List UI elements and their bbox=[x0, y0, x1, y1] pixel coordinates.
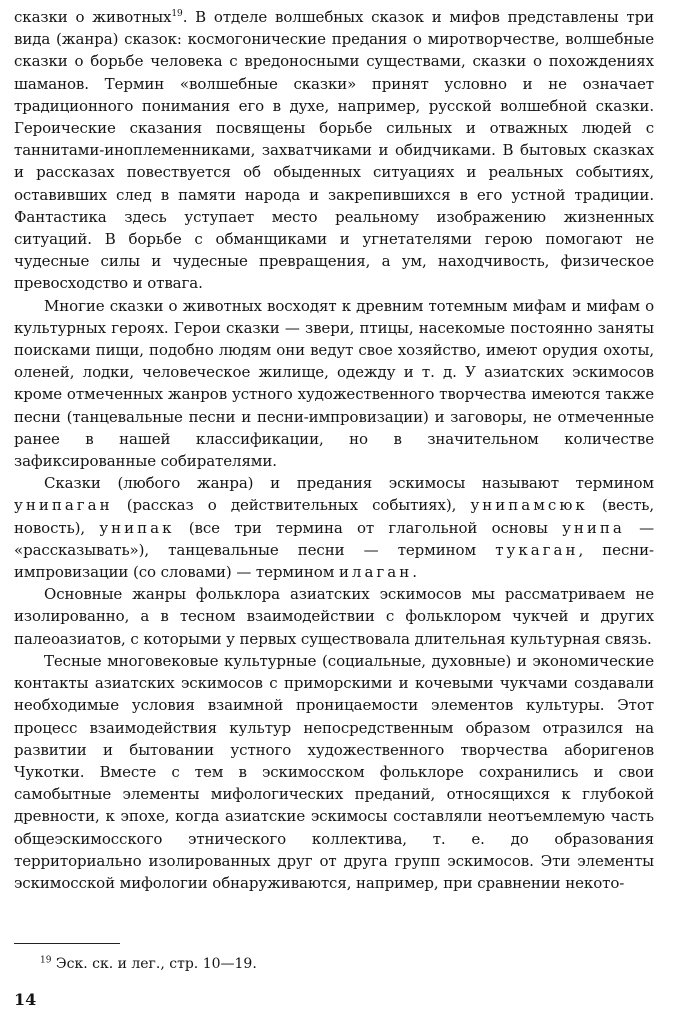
term: илаган bbox=[338, 563, 413, 582]
paragraph bbox=[14, 472, 654, 583]
term: унипаган bbox=[14, 496, 113, 515]
term: тукаган bbox=[495, 540, 579, 559]
text-run: — «рассказывать»), танцевальные песни — термином bbox=[14, 518, 655, 559]
footnote-ref: 19 bbox=[171, 9, 183, 19]
text-run: сказки о животных bbox=[14, 8, 172, 26]
paragraph bbox=[14, 650, 654, 894]
text-run: Сказки (любого жанра) и предания эскимосы называют термином bbox=[44, 474, 654, 493]
paragraph bbox=[14, 583, 654, 650]
text-run: (все три термина от глагольной основы bbox=[174, 518, 563, 537]
text-run: (весть, новость), bbox=[14, 496, 655, 537]
text-run: Основные жанры фольклора азиатских эскимосов мы рассматриваем не изолированно, а в тесном взаимодействии с фольклором чукчей и других палеоазиатов, с которыми у первых существовала длительная культурная связь. bbox=[14, 585, 654, 648]
text-run: . В отделе волшебных сказок и мифов представлены три вида (жанра) сказок: космогонические предания о миротворчестве, волшебные сказки о борьбе человека с вредоносными существами, сказки о похождениях шаманов. Термин «волшебные сказки» принят условно и не означает традиционного понимания его в духе, например, русской волшебной сказки. Героические сказания посвящены борьбе сильных и отважных людей с таннитами-иноплеменниками, захватчиками и обидчиками. В бытовых сказках и рассказах повествуется об обыденных ситуациях и реальных событиях, оставивших след в памяти народа и закрепившихся в его устной традиции. Фантастика здесь уступает место реальному изображению жизненных ситуаций. В борьбе с обманщиками и угнетателями герою помогают не чудесные силы и чудесные превращения, а ум, находчивость, физическое превосходство и отвага. bbox=[14, 8, 654, 293]
text-run: Многие сказки о животных восходят к древним тотемным мифам и мифам о культурных героях. Герои сказки — звери, птицы, насекомые постоянно заняты поисками пищи, подобно людям они ведут свое хозяйство, имеют орудия охоты, оленей, лодки, человеческое жилище, одежду и т. д. У азиатских эскимосов кроме отмеченных жанров устного художественного творчества имеются также песни (танцевальные песни и песни-импровизации) и заговоры, не отмеченные ранее в нашей классификации, но в значительном количестве зафиксированные собирателями. bbox=[14, 296, 654, 471]
page-number: 14 bbox=[14, 990, 37, 1009]
term: унипамсюк bbox=[470, 496, 588, 515]
text-run: (рассказ о действительных событиях), bbox=[112, 496, 471, 515]
text-run: , песни-импровизации (со словами) — термином bbox=[14, 540, 655, 582]
paragraph bbox=[14, 295, 654, 473]
footnote-text: Эск. ск. и лег., стр. 10—19. bbox=[51, 956, 257, 972]
text-run: Тесные многовековые культурные (социальные, духовные) и экономические контакты азиатских эскимосов с приморскими и кочевыми чукчами создавали необходимые условия взаимной проницаемости элементов культуры. Этот процесс взаимодействия культур непосредственным образом отразился на развитии и бытовании устного художественного творчества аборигенов Чукотки. Вместе с тем в эскимосском фольклоре сохранились и свои самобытные элементы мифологических преданий, относящихся к глубокой древности, к эпохе, когда азиатские эскимосы составляли неотъемлемую часть общеэскимосского этнического коллектива, т. е. до образования территориально изолированных друг от друга групп эскимосов. Эти элементы эскимосской мифологии обнаруживаются, например, при сравнении некото- bbox=[14, 651, 654, 892]
footnote-divider bbox=[14, 943, 120, 944]
term: унипак bbox=[99, 518, 175, 537]
footnote-marker: 19 bbox=[40, 955, 52, 966]
term: унипа bbox=[562, 518, 625, 537]
footnote bbox=[40, 954, 257, 974]
body-text bbox=[14, 6, 654, 894]
text-run: . bbox=[412, 563, 417, 582]
paragraph bbox=[14, 6, 654, 295]
